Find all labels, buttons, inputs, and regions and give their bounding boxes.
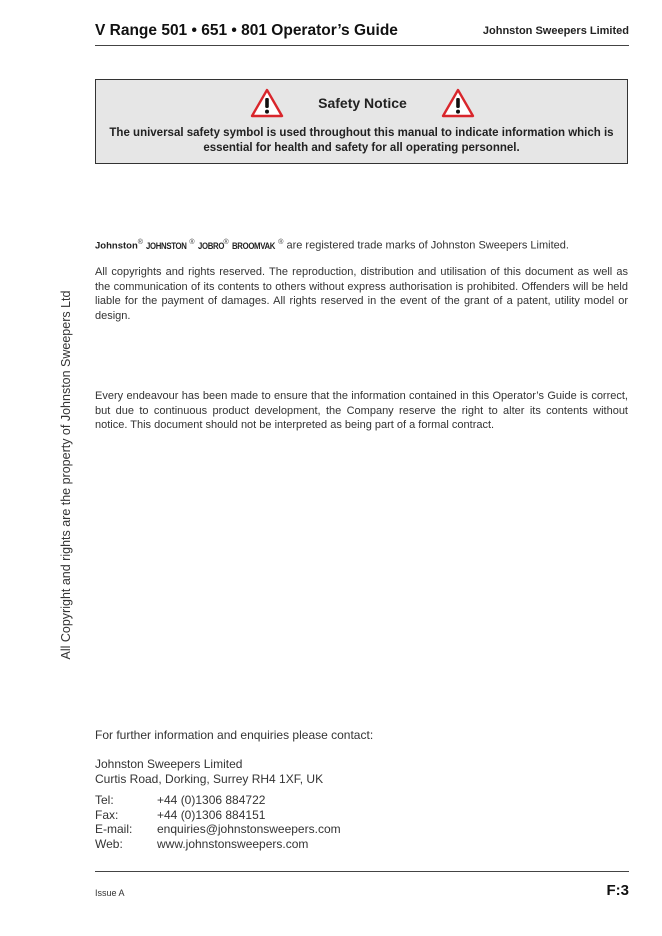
issue-label: Issue A [95,888,125,898]
registered-mark: ® [223,239,229,246]
brand-broomvak: BROOMVAK [231,240,275,252]
contact-row-web [95,837,308,851]
brand-jobro: JOBRO [197,240,224,252]
header-divider [95,45,629,46]
brand-johnston-caps: JOHNSTON [145,240,187,252]
header-company: Johnston Sweepers Limited [482,25,629,37]
trademark-text: are registered trade marks of Johnston Sweepers Limited. [283,239,569,252]
contact-row-fax [95,808,265,822]
safety-notice-box [95,79,628,164]
brand-johnston: Johnston [95,240,138,252]
warning-triangle-icon [441,88,475,118]
contact-value: www.johnstonsweepers.com [157,837,309,851]
contact-label: E-mail: [95,822,133,836]
contact-value: +44 (0)1306 884151 [157,808,266,822]
registered-mark: ® [189,239,195,246]
contact-row-email [95,822,341,836]
contact-intro: For further information and enquiries please contact: [95,728,374,742]
contact-label: Tel: [95,793,114,807]
page-number: F:3 [606,882,629,899]
contact-address: Curtis Road, Dorking, Surrey RH4 1XF, UK [95,772,324,786]
safety-notice-title: Safety Notice [318,95,407,111]
copyright-paragraph: All copyrights and rights reserved. The reproduction, distribution and utilisation of this document as well as the communication of its contents to others without express authorisation is prohibited. Offenders will be held liable for the payment of damages. All rights reserved in the event of the grant of a patent, utility model or design. [95,266,628,322]
safety-notice-text: The universal safety symbol is used throughout this manual to indicate information which is essential for health and safety for all operating personnel. [109,127,614,154]
registered-mark: ® [137,239,143,246]
contact-row-tel [95,793,265,807]
contact-company: Johnston Sweepers Limited [95,757,243,771]
contact-label: Fax: [95,808,119,822]
registered-mark: ® [278,239,284,246]
disclaimer-paragraph: Every endeavour has been made to ensure that the information contained in this Operator’s Guide is correct, but due to continuous product development, the Company reserve the right to alter its contents without notice. This document should not be interpreted as being part of a formal contract. [95,390,628,432]
footer-divider [95,871,629,872]
document-title: V Range 501 • 651 • 801 Operator’s Guide [95,22,398,39]
vertical-copyright-note: All Copyright and rights are the property of Johnston Sweepers Ltd [59,290,73,660]
contact-label: Web: [95,837,123,851]
contact-value: enquiries@johnstonsweepers.com [157,822,341,836]
contact-value: +44 (0)1306 884722 [157,793,266,807]
trademark-statement [95,236,628,254]
